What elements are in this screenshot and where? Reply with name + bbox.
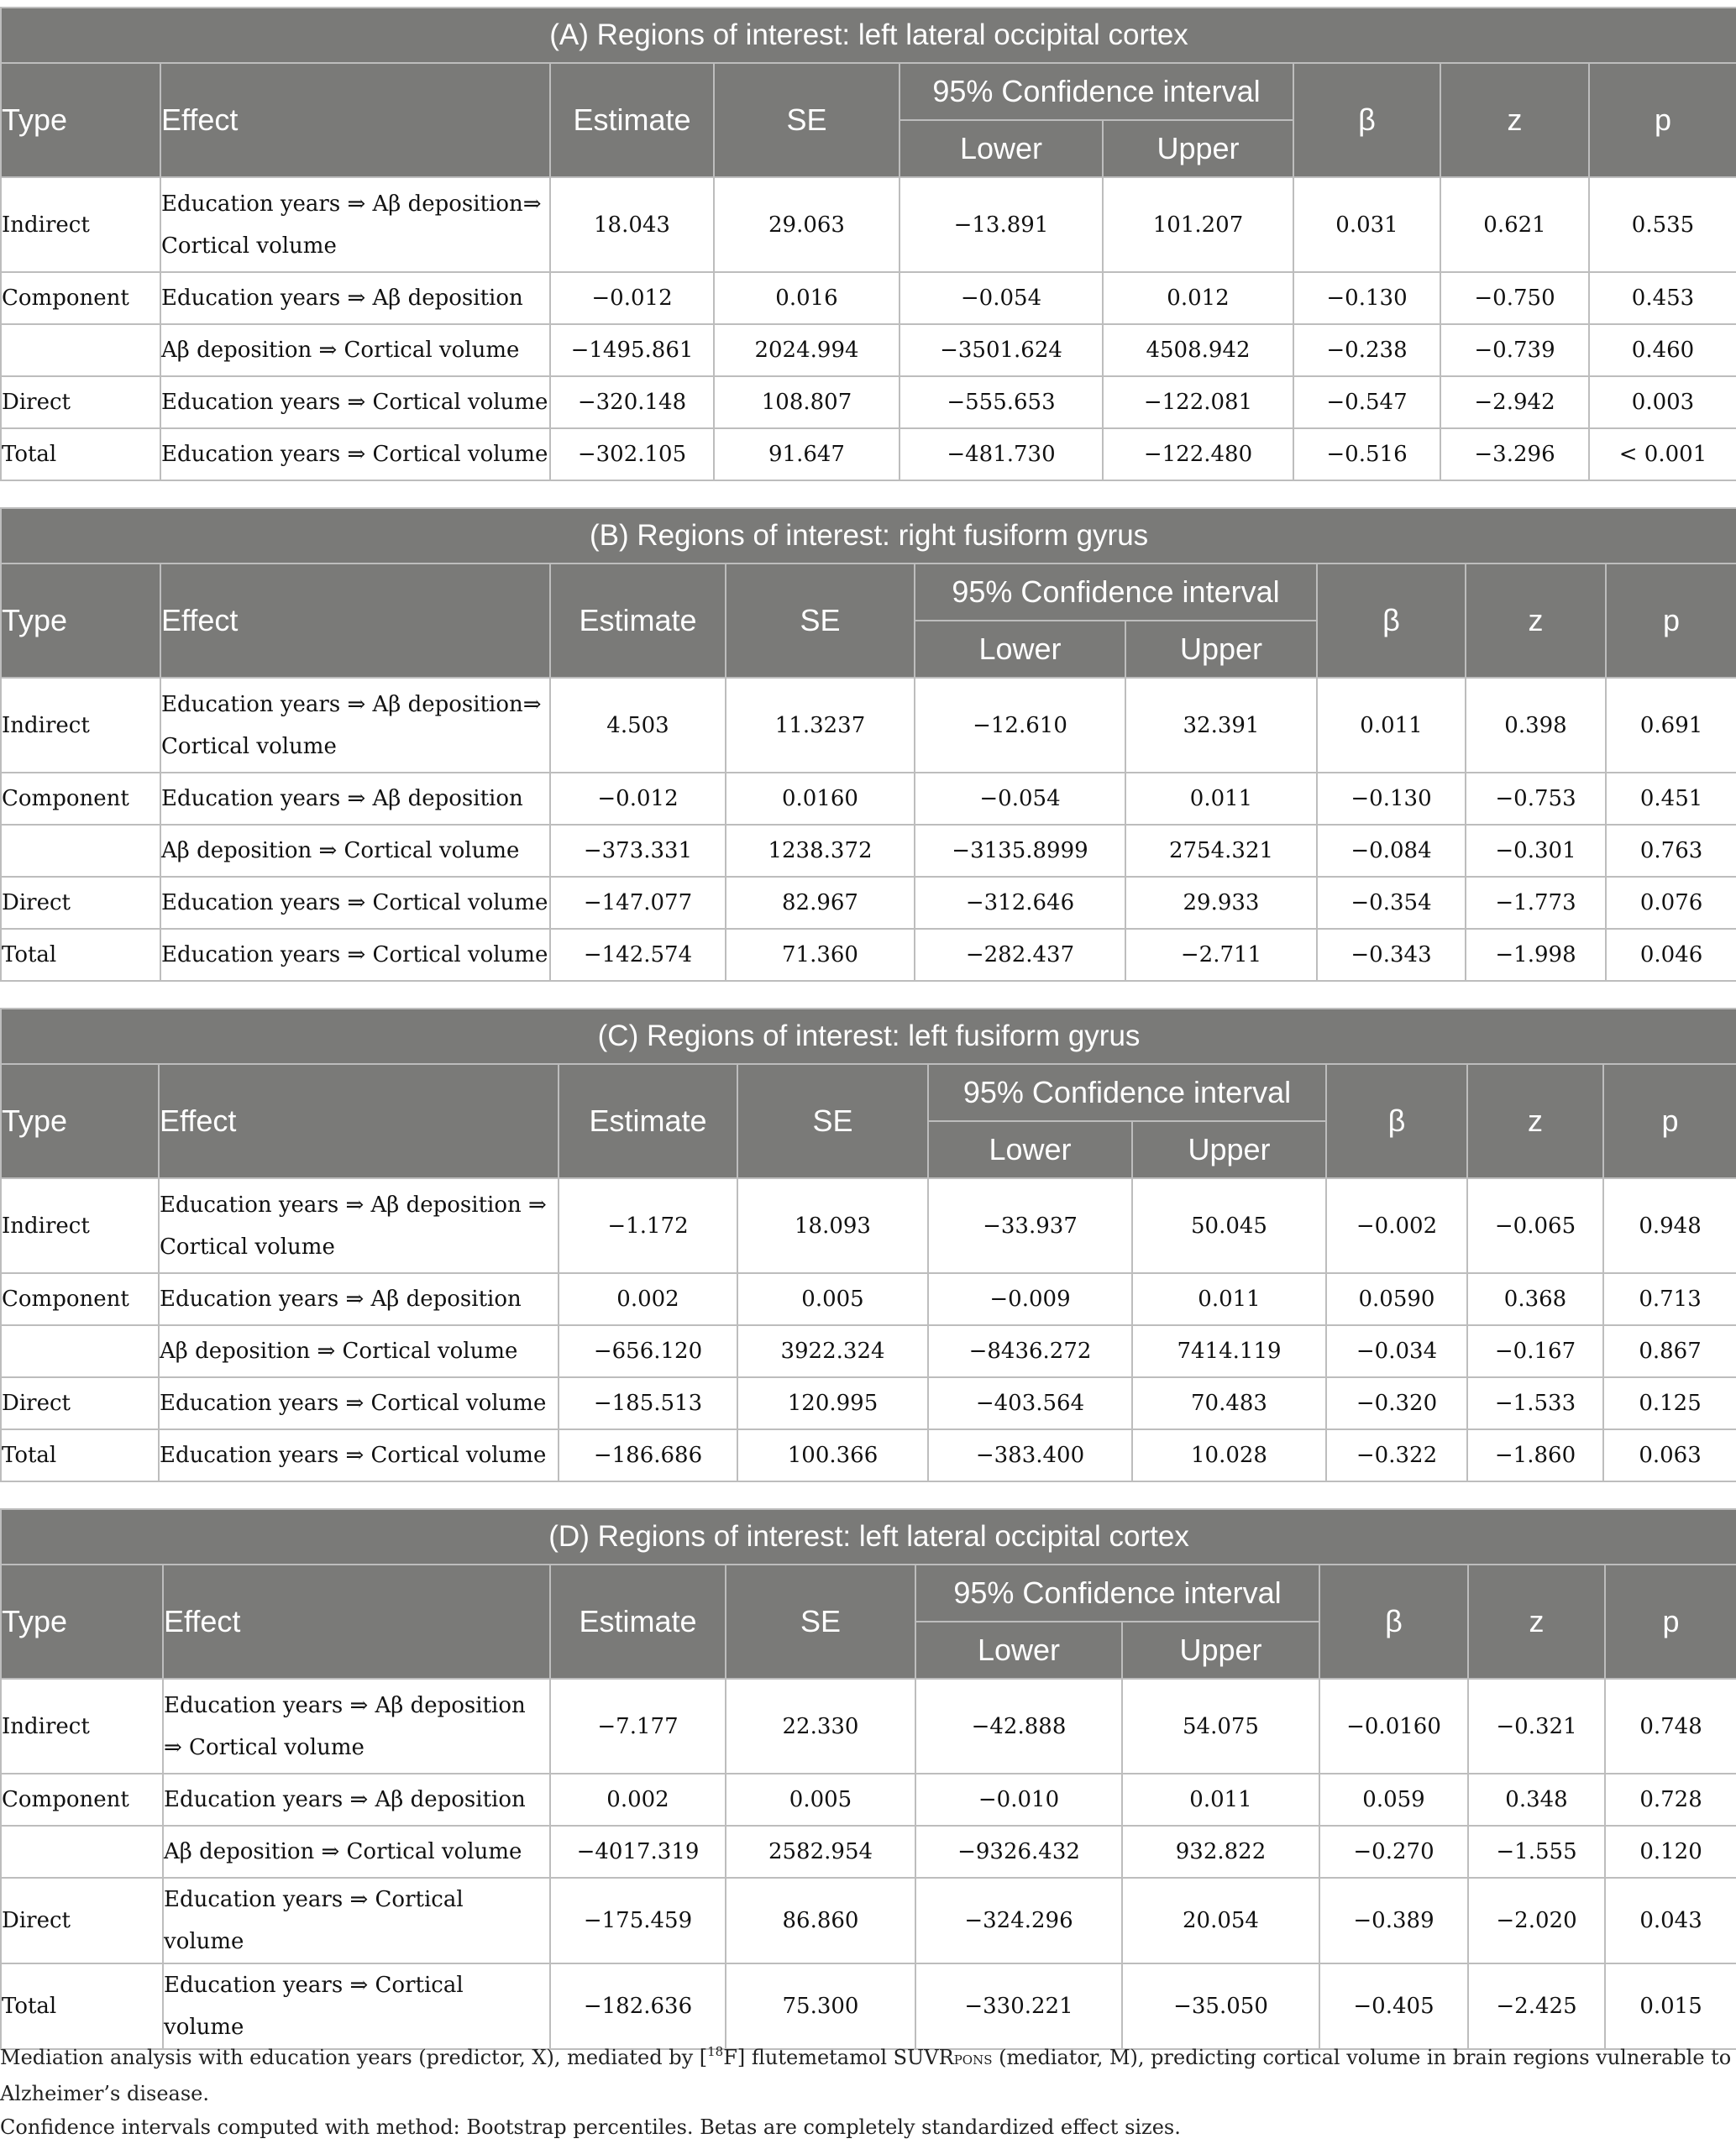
cell-se: 0.016 xyxy=(714,272,899,324)
column-header-beta: β xyxy=(1326,1064,1467,1178)
cell-beta: −0.343 xyxy=(1317,929,1466,981)
cell-p: 0.748 xyxy=(1605,1679,1736,1774)
column-header-lower: Lower xyxy=(899,120,1103,177)
cell-upper: 4508.942 xyxy=(1103,324,1293,376)
table-row xyxy=(1,324,1736,376)
cell-type: Direct xyxy=(1,877,160,929)
cell-type: Total xyxy=(1,1963,163,2049)
cell-se: 82.967 xyxy=(726,877,915,929)
cell-upper: 101.207 xyxy=(1103,177,1293,272)
table-title: (B) Regions of interest: right fusiform gyrus xyxy=(1,508,1736,564)
cell-estimate: 0.002 xyxy=(559,1273,737,1325)
cell-lower: −282.437 xyxy=(915,929,1125,981)
column-header-se: SE xyxy=(726,564,915,678)
cell-upper: 29.933 xyxy=(1125,877,1317,929)
table-row xyxy=(1,1377,1736,1429)
cell-type xyxy=(1,825,160,877)
cell-beta: −0.270 xyxy=(1319,1826,1468,1878)
column-header-estimate: Estimate xyxy=(559,1064,737,1178)
cell-z: −1.860 xyxy=(1467,1429,1603,1481)
cell-z: 0.398 xyxy=(1466,678,1606,773)
cell-z: −0.321 xyxy=(1468,1679,1605,1774)
cell-beta: −0.547 xyxy=(1293,376,1440,428)
column-header-p: p xyxy=(1603,1064,1736,1178)
cell-effect: Education years ⇒ Aβ deposition xyxy=(160,272,550,324)
cell-p: 0.728 xyxy=(1605,1774,1736,1826)
table-row xyxy=(1,825,1736,877)
cell-estimate: −320.148 xyxy=(550,376,714,428)
cell-type: Direct xyxy=(1,376,160,428)
cell-lower: −42.888 xyxy=(915,1679,1122,1774)
table-title: (D) Regions of interest: left lateral occipital cortex xyxy=(1,1509,1736,1565)
cell-z: 0.621 xyxy=(1440,177,1589,272)
cell-p: < 0.001 xyxy=(1589,428,1736,480)
cell-lower: −555.653 xyxy=(899,376,1103,428)
column-header-estimate: Estimate xyxy=(550,564,726,678)
column-header-se: SE xyxy=(726,1565,915,1679)
cell-estimate: −1.172 xyxy=(559,1178,737,1273)
cell-effect: Education years ⇒ Aβ deposition⇒ Cortical volume xyxy=(160,177,550,272)
table-footnote xyxy=(0,2035,1736,2144)
column-header-beta: β xyxy=(1293,63,1440,177)
cell-p: 0.125 xyxy=(1603,1377,1736,1429)
cell-upper: 0.012 xyxy=(1103,272,1293,324)
cell-z: −3.296 xyxy=(1440,428,1589,480)
cell-effect: Education years ⇒ Cortical volume xyxy=(160,428,550,480)
cell-lower: −324.296 xyxy=(915,1878,1122,1963)
cell-se: 29.063 xyxy=(714,177,899,272)
table-row xyxy=(1,177,1736,272)
cell-se: 0.005 xyxy=(737,1273,928,1325)
cell-lower: −12.610 xyxy=(915,678,1125,773)
cell-z: −2.425 xyxy=(1468,1963,1605,2049)
cell-se: 91.647 xyxy=(714,428,899,480)
cell-se: 22.330 xyxy=(726,1679,915,1774)
column-header-se: SE xyxy=(714,63,899,177)
cell-effect: Aβ deposition ⇒ Cortical volume xyxy=(160,825,550,877)
cell-type: Indirect xyxy=(1,1178,159,1273)
cell-effect: Aβ deposition ⇒ Cortical volume xyxy=(163,1826,550,1878)
cell-effect: Education years ⇒ Cortical volume xyxy=(160,929,550,981)
cell-z: −0.301 xyxy=(1466,825,1606,877)
cell-estimate: −147.077 xyxy=(550,877,726,929)
cell-type: Total xyxy=(1,428,160,480)
cell-lower: −8436.272 xyxy=(928,1325,1132,1377)
cell-se: 0.0160 xyxy=(726,773,915,825)
cell-upper: −122.081 xyxy=(1103,376,1293,428)
cell-p: 0.076 xyxy=(1606,877,1736,929)
footnote-text: Mediation analysis with education years (predictor, X), mediated by [ xyxy=(0,2046,708,2069)
column-header-upper: Upper xyxy=(1122,1622,1319,1679)
column-header-lower: Lower xyxy=(928,1121,1132,1178)
table-row xyxy=(1,877,1736,929)
column-header-effect: Effect xyxy=(159,1064,559,1178)
cell-beta: −0.516 xyxy=(1293,428,1440,480)
cell-type: Direct xyxy=(1,1377,159,1429)
column-header-estimate: Estimate xyxy=(550,63,714,177)
cell-z: −1.998 xyxy=(1466,929,1606,981)
cell-estimate: −656.120 xyxy=(559,1325,737,1377)
cell-p: 0.063 xyxy=(1603,1429,1736,1481)
table-row xyxy=(1,272,1736,324)
cell-beta: 0.059 xyxy=(1319,1774,1468,1826)
table-title: (A) Regions of interest: left lateral occipital cortex xyxy=(1,8,1736,63)
cell-lower: −0.009 xyxy=(928,1273,1132,1325)
cell-se: 120.995 xyxy=(737,1377,928,1429)
cell-z: 0.348 xyxy=(1468,1774,1605,1826)
cell-estimate: −4017.319 xyxy=(550,1826,726,1878)
table-row xyxy=(1,1429,1736,1481)
cell-upper: 70.483 xyxy=(1132,1377,1326,1429)
cell-estimate: 4.503 xyxy=(550,678,726,773)
footnote-line-2: Confidence intervals computed with method: Bootstrap percentiles. Betas are completely standardized effect sizes. xyxy=(0,2115,1181,2139)
cell-beta: −0.389 xyxy=(1319,1878,1468,1963)
mediation-table xyxy=(0,1508,1736,2050)
cell-lower: −3135.8999 xyxy=(915,825,1125,877)
cell-beta: −0.354 xyxy=(1317,877,1466,929)
cell-z: −1.533 xyxy=(1467,1377,1603,1429)
cell-estimate: −302.105 xyxy=(550,428,714,480)
cell-p: 0.046 xyxy=(1606,929,1736,981)
cell-estimate: −142.574 xyxy=(550,929,726,981)
cell-se: 11.3237 xyxy=(726,678,915,773)
column-header-upper: Upper xyxy=(1132,1121,1326,1178)
column-header-type: Type xyxy=(1,564,160,678)
column-header-effect: Effect xyxy=(163,1565,550,1679)
cell-upper: 0.011 xyxy=(1125,773,1317,825)
cell-lower: −13.891 xyxy=(899,177,1103,272)
column-header-effect: Effect xyxy=(160,564,550,678)
cell-type: Direct xyxy=(1,1878,163,1963)
cell-se: 75.300 xyxy=(726,1963,915,2049)
column-header-ci: 95% Confidence interval xyxy=(915,1565,1319,1622)
cell-estimate: −175.459 xyxy=(550,1878,726,1963)
cell-beta: −0.130 xyxy=(1293,272,1440,324)
cell-effect: Education years ⇒ Cortical volume xyxy=(159,1429,559,1481)
cell-z: −0.750 xyxy=(1440,272,1589,324)
cell-upper: 0.011 xyxy=(1122,1774,1319,1826)
cell-p: 0.015 xyxy=(1605,1963,1736,2049)
cell-p: 0.948 xyxy=(1603,1178,1736,1273)
cell-lower: −3501.624 xyxy=(899,324,1103,376)
cell-upper: −35.050 xyxy=(1122,1963,1319,2049)
column-header-lower: Lower xyxy=(915,1622,1122,1679)
cell-se: 71.360 xyxy=(726,929,915,981)
cell-type xyxy=(1,1325,159,1377)
cell-effect: Education years ⇒ Aβ deposition xyxy=(163,1774,550,1826)
cell-upper: 20.054 xyxy=(1122,1878,1319,1963)
cell-estimate: −373.331 xyxy=(550,825,726,877)
cell-type: Indirect xyxy=(1,1679,163,1774)
table-row xyxy=(1,773,1736,825)
cell-z: −2.942 xyxy=(1440,376,1589,428)
cell-effect: Aβ deposition ⇒ Cortical volume xyxy=(159,1325,559,1377)
column-header-z: z xyxy=(1467,1064,1603,1178)
column-header-z: z xyxy=(1466,564,1606,678)
column-header-se: SE xyxy=(737,1064,928,1178)
cell-upper: 54.075 xyxy=(1122,1679,1319,1774)
cell-se: 2582.954 xyxy=(726,1826,915,1878)
cell-effect: Education years ⇒ Aβ deposition xyxy=(160,773,550,825)
cell-type xyxy=(1,324,160,376)
cell-effect: Education years ⇒ Cortical volume xyxy=(160,877,550,929)
table-row xyxy=(1,428,1736,480)
cell-p: 0.691 xyxy=(1606,678,1736,773)
cell-beta: −0.405 xyxy=(1319,1963,1468,2049)
cell-beta: 0.031 xyxy=(1293,177,1440,272)
cell-estimate: −185.513 xyxy=(559,1377,737,1429)
mediation-table xyxy=(0,7,1736,481)
table-row xyxy=(1,1178,1736,1273)
cell-p: 0.763 xyxy=(1606,825,1736,877)
cell-beta: −0.002 xyxy=(1326,1178,1467,1273)
cell-effect: Aβ deposition ⇒ Cortical volume xyxy=(160,324,550,376)
column-header-p: p xyxy=(1605,1565,1736,1679)
footnote-superscript: 18 xyxy=(707,2044,724,2059)
cell-effect: Education years ⇒ Cortical volume xyxy=(163,1963,550,2049)
cell-effect: Education years ⇒ Aβ deposition ⇒ Cortical volume xyxy=(159,1178,559,1273)
cell-type: Component xyxy=(1,1774,163,1826)
cell-beta: −0.238 xyxy=(1293,324,1440,376)
cell-se: 100.366 xyxy=(737,1429,928,1481)
cell-lower: −0.010 xyxy=(915,1774,1122,1826)
cell-z: −0.739 xyxy=(1440,324,1589,376)
cell-lower: −403.564 xyxy=(928,1377,1132,1429)
cell-se: 108.807 xyxy=(714,376,899,428)
table-row xyxy=(1,678,1736,773)
cell-lower: −9326.432 xyxy=(915,1826,1122,1878)
cell-p: 0.535 xyxy=(1589,177,1736,272)
column-header-upper: Upper xyxy=(1125,621,1317,678)
cell-estimate: −7.177 xyxy=(550,1679,726,1774)
cell-estimate: 0.002 xyxy=(550,1774,726,1826)
cell-type: Total xyxy=(1,1429,159,1481)
table-row xyxy=(1,1273,1736,1325)
cell-lower: −481.730 xyxy=(899,428,1103,480)
cell-p: 0.043 xyxy=(1605,1878,1736,1963)
cell-p: 0.713 xyxy=(1603,1273,1736,1325)
cell-upper: 932.822 xyxy=(1122,1826,1319,1878)
cell-effect: Education years ⇒ Aβ deposition ⇒ Cortical volume xyxy=(163,1679,550,1774)
column-header-p: p xyxy=(1606,564,1736,678)
cell-beta: −0.320 xyxy=(1326,1377,1467,1429)
cell-upper: 7414.119 xyxy=(1132,1325,1326,1377)
column-header-z: z xyxy=(1440,63,1589,177)
cell-beta: −0.034 xyxy=(1326,1325,1467,1377)
cell-upper: 2754.321 xyxy=(1125,825,1317,877)
cell-lower: −0.054 xyxy=(915,773,1125,825)
cell-estimate: −186.686 xyxy=(559,1429,737,1481)
cell-type: Indirect xyxy=(1,678,160,773)
table-row xyxy=(1,929,1736,981)
cell-type: Component xyxy=(1,773,160,825)
cell-se: 18.093 xyxy=(737,1178,928,1273)
cell-lower: −33.937 xyxy=(928,1178,1132,1273)
column-header-beta: β xyxy=(1317,564,1466,678)
cell-effect: Education years ⇒ Cortical volume xyxy=(159,1377,559,1429)
cell-type: Component xyxy=(1,1273,159,1325)
cell-lower: −0.054 xyxy=(899,272,1103,324)
column-header-effect: Effect xyxy=(160,63,550,177)
table-row xyxy=(1,1325,1736,1377)
footnote-line-1 xyxy=(0,2035,1736,2110)
cell-upper: 10.028 xyxy=(1132,1429,1326,1481)
cell-estimate: −1495.861 xyxy=(550,324,714,376)
cell-p: 0.451 xyxy=(1606,773,1736,825)
cell-p: 0.120 xyxy=(1605,1826,1736,1878)
cell-upper: 50.045 xyxy=(1132,1178,1326,1273)
column-header-upper: Upper xyxy=(1103,120,1293,177)
cell-estimate: −0.012 xyxy=(550,272,714,324)
cell-upper: 0.011 xyxy=(1132,1273,1326,1325)
column-header-p: p xyxy=(1589,63,1736,177)
column-header-ci: 95% Confidence interval xyxy=(928,1064,1326,1121)
cell-p: 0.453 xyxy=(1589,272,1736,324)
cell-se: 1238.372 xyxy=(726,825,915,877)
table-row xyxy=(1,1826,1736,1878)
cell-estimate: −0.012 xyxy=(550,773,726,825)
cell-z: −1.773 xyxy=(1466,877,1606,929)
cell-estimate: −182.636 xyxy=(550,1963,726,2049)
cell-beta: 0.0590 xyxy=(1326,1273,1467,1325)
cell-z: −0.065 xyxy=(1467,1178,1603,1273)
table-row xyxy=(1,1774,1736,1826)
cell-effect: Education years ⇒ Cortical volume xyxy=(163,1878,550,1963)
cell-p: 0.460 xyxy=(1589,324,1736,376)
cell-beta: −0.130 xyxy=(1317,773,1466,825)
cell-type: Total xyxy=(1,929,160,981)
cell-se: 2024.994 xyxy=(714,324,899,376)
column-header-beta: β xyxy=(1319,1565,1468,1679)
cell-se: 0.005 xyxy=(726,1774,915,1826)
mediation-table xyxy=(0,507,1736,982)
cell-type: Component xyxy=(1,272,160,324)
cell-type xyxy=(1,1826,163,1878)
cell-z: −1.555 xyxy=(1468,1826,1605,1878)
cell-effect: Education years ⇒ Aβ deposition xyxy=(159,1273,559,1325)
table-row xyxy=(1,376,1736,428)
column-header-ci: 95% Confidence interval xyxy=(915,564,1317,621)
cell-estimate: 18.043 xyxy=(550,177,714,272)
cell-type: Indirect xyxy=(1,177,160,272)
cell-beta: −0.322 xyxy=(1326,1429,1467,1481)
column-header-lower: Lower xyxy=(915,621,1125,678)
footnote-subscript: PONS xyxy=(953,2052,993,2068)
cell-beta: −0.084 xyxy=(1317,825,1466,877)
cell-lower: −383.400 xyxy=(928,1429,1132,1481)
cell-beta: 0.011 xyxy=(1317,678,1466,773)
cell-se: 86.860 xyxy=(726,1878,915,1963)
column-header-type: Type xyxy=(1,1064,159,1178)
footnote-text: F] flutemetamol SUVR xyxy=(723,2046,954,2069)
cell-z: −2.020 xyxy=(1468,1878,1605,1963)
column-header-type: Type xyxy=(1,63,160,177)
cell-p: 0.003 xyxy=(1589,376,1736,428)
cell-lower: −312.646 xyxy=(915,877,1125,929)
table-row xyxy=(1,1878,1736,1963)
cell-upper: 32.391 xyxy=(1125,678,1317,773)
cell-p: 0.867 xyxy=(1603,1325,1736,1377)
cell-upper: −2.711 xyxy=(1125,929,1317,981)
cell-z: −0.753 xyxy=(1466,773,1606,825)
cell-lower: −330.221 xyxy=(915,1963,1122,2049)
cell-z: −0.167 xyxy=(1467,1325,1603,1377)
column-header-z: z xyxy=(1468,1565,1605,1679)
cell-z: 0.368 xyxy=(1467,1273,1603,1325)
table-row xyxy=(1,1679,1736,1774)
mediation-table xyxy=(0,1008,1736,1482)
footnote-text: (mediator, M), predicting cortical volume in brain regions vulnerable to Alzheimer’s disease. xyxy=(0,2046,1732,2105)
column-header-ci: 95% Confidence interval xyxy=(899,63,1293,120)
cell-beta: −0.0160 xyxy=(1319,1679,1468,1774)
column-header-type: Type xyxy=(1,1565,163,1679)
cell-upper: −122.480 xyxy=(1103,428,1293,480)
cell-se: 3922.324 xyxy=(737,1325,928,1377)
table-title: (C) Regions of interest: left fusiform gyrus xyxy=(1,1009,1736,1064)
column-header-estimate: Estimate xyxy=(550,1565,726,1679)
cell-effect: Education years ⇒ Cortical volume xyxy=(160,376,550,428)
cell-effect: Education years ⇒ Aβ deposition⇒ Cortical volume xyxy=(160,678,550,773)
